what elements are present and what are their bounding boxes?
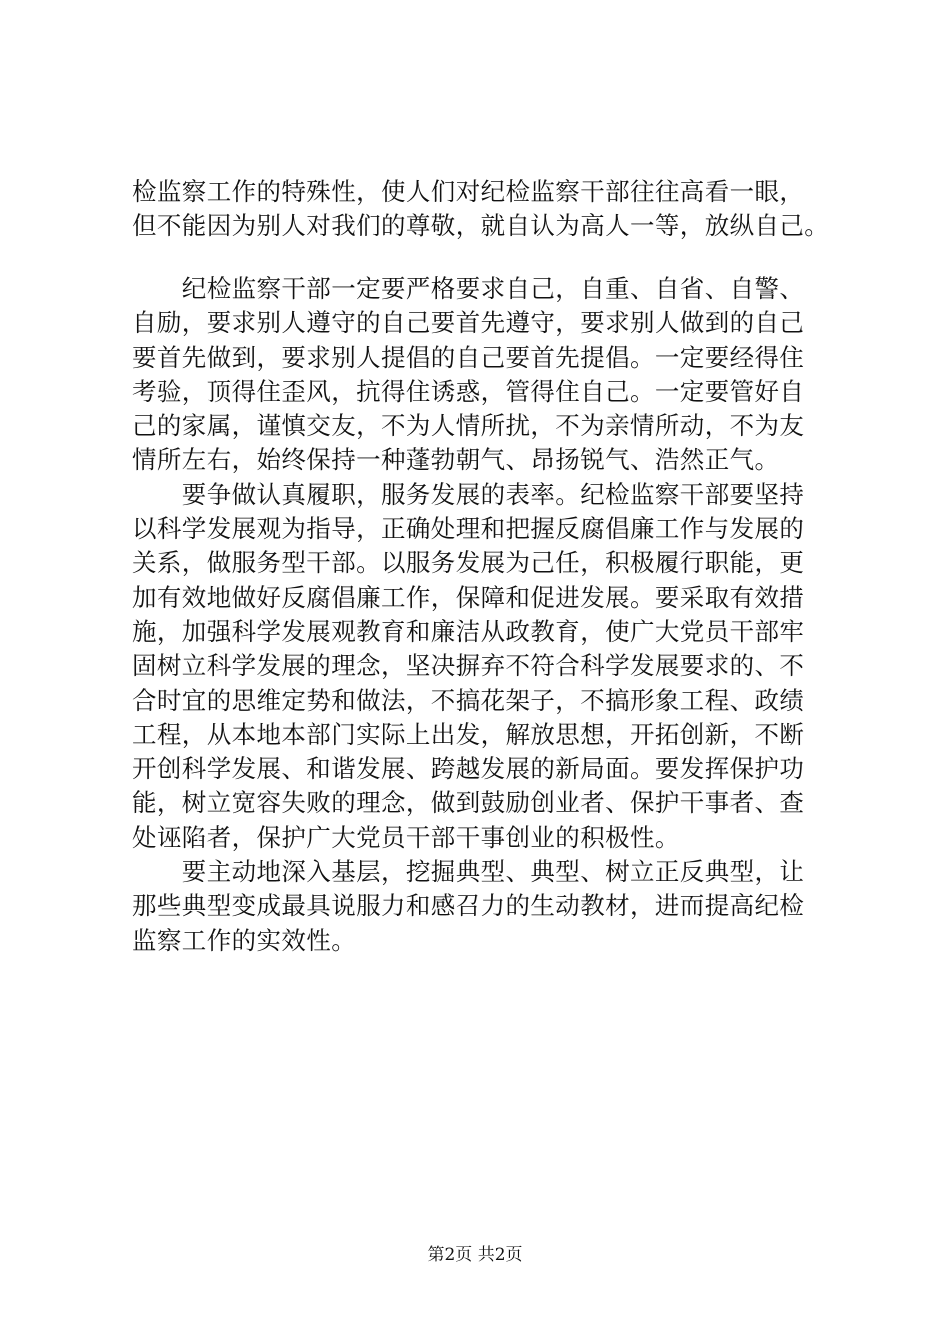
- text-line: 固树立科学发展的理念，坚决摒弃不符合科学发展要求的、不: [132, 651, 805, 681]
- text-line: 检监察工作的特殊性，使人们对纪检监察干部往往高看一眼，: [132, 177, 805, 206]
- body-paragraphs: [132, 272, 832, 958]
- text-line: 但不能因为别人对我们的尊敬，就自认为高人一等，放纵自己。: [132, 211, 830, 241]
- text-line: 关系，做服务型干部。以服务发展为己任，积极履行职能，更: [132, 548, 805, 578]
- text-line: 加有效地做好反腐倡廉工作，保障和促进发展。要采取有效措: [132, 582, 805, 612]
- text-line: 考验，顶得住歪风，抗得住诱惑，管得住自己。一定要管好自: [132, 376, 805, 406]
- text-line: 情所左右，始终保持一种蓬勃朝气、昂扬锐气、浩然正气。: [132, 445, 780, 475]
- text-line: 己的家属，谨慎交友，不为人情所扰，不为亲情所动，不为友: [132, 411, 805, 441]
- text-line: 能，树立宽容失败的理念，做到鼓励创业者、保护干事者、查: [132, 788, 805, 818]
- text-line: 要主动地深入基层，挖掘典型、典型、树立正反典型，让: [132, 857, 805, 887]
- text-line: 以科学发展观为指导，正确处理和把握反腐倡廉工作与发展的: [132, 514, 805, 544]
- text-line: 纪检监察干部一定要严格要求自己，自重、自省、自警、: [132, 274, 805, 303]
- text-line: 处诬陷者，保护广大党员干部干事创业的积极性。: [132, 822, 680, 852]
- text-line: 工程，从本地本部门实际上出发，解放思想，开拓创新，不断: [132, 719, 805, 749]
- text-line: 自励，要求别人遵守的自己要首先遵守，要求别人做到的自己: [132, 308, 805, 338]
- text-line: 要首先做到，要求别人提倡的自己要首先提倡。一定要经得住: [132, 342, 805, 372]
- text-line: 开创科学发展、和谐发展、跨越发展的新局面。要发挥保护功: [132, 754, 805, 784]
- text-line: 监察工作的实效性。: [132, 925, 357, 955]
- paragraph-continuation: [132, 175, 832, 244]
- text-line: 那些典型变成最具说服力和感召力的生动教材，进而提高纪检: [132, 891, 805, 921]
- page-number-footer: 第2页 共2页: [427, 1245, 523, 1265]
- text-line: 合时宜的思维定势和做法，不搞花架子，不搞形象工程、政绩: [132, 685, 805, 715]
- text-line: 施，加强科学发展观教育和廉洁从政教育，使广大党员干部牢: [132, 616, 805, 646]
- text-line: 要争做认真履职，服务发展的表率。纪检监察干部要坚持: [132, 479, 805, 509]
